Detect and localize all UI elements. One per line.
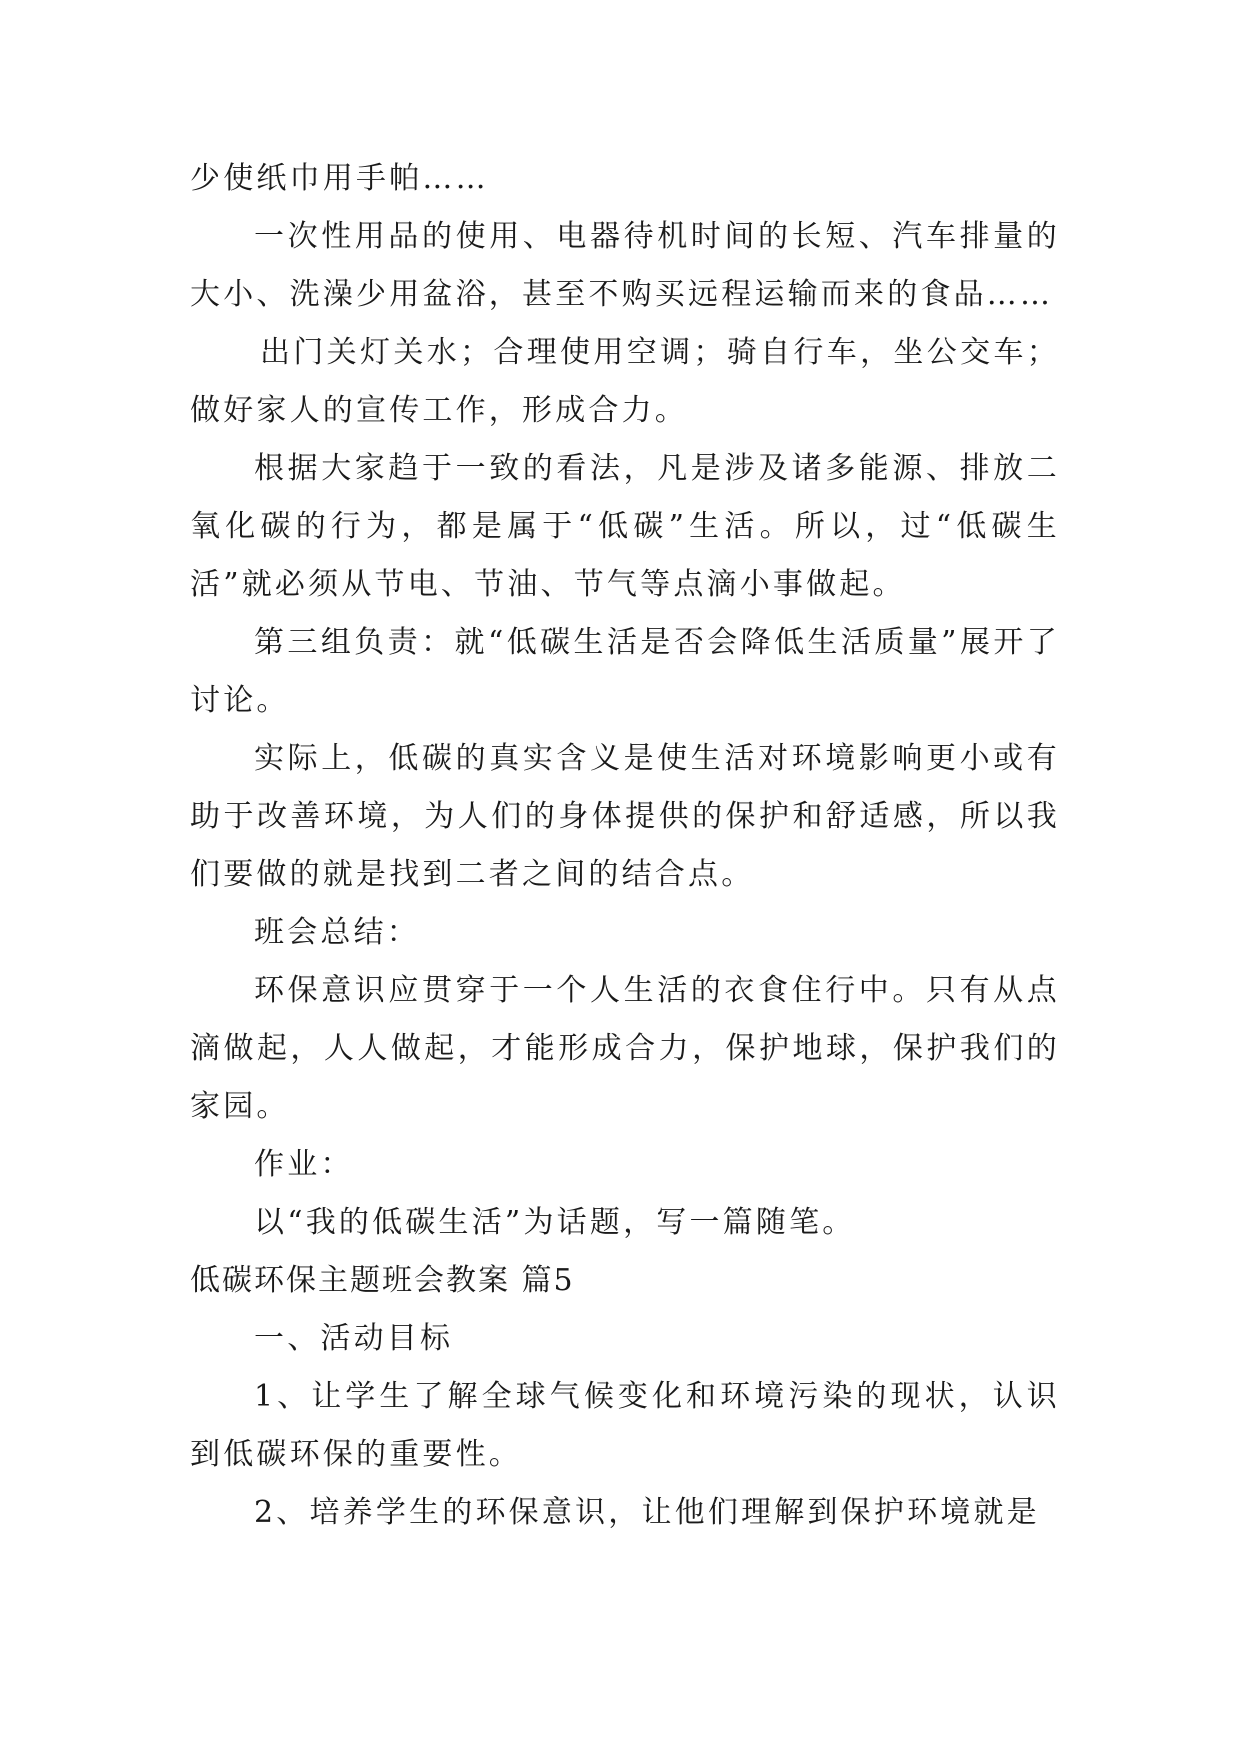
paragraph-goal-one: 1、让学生了解全球气候变化和环境污染的现状，认识到低碳环保的重要性。 (190, 1379, 1060, 1472)
paragraph-activity-goals: 一、活动目标 (254, 1321, 454, 1356)
paragraph-handkerchief: 少使纸巾用手帕…… (190, 161, 489, 196)
paragraph-summary-label: 班会总结： (254, 915, 420, 950)
document-body (190, 150, 1060, 1542)
paragraph-goal-two: 2、培养学生的环保意识，让他们理解到保护环境就是 (254, 1495, 1040, 1530)
paragraph-summary: 环保意识应贯穿于一个人生活的衣食住行中。只有从点滴做起，人人做起，才能形成合力，保护地球，保护我们的家园。 (190, 973, 1060, 1124)
paragraph-meaning-of-low-carbon: 实际上，低碳的真实含义是使生活对环境影响更小或有助于改善环境，为人们的身体提供的保护和舒适感，所以我们要做的就是找到二者之间的结合点。 (190, 741, 1060, 892)
paragraph-group-three: 第三组负责：就“低碳生活是否会降低生活质量”展开了讨论。 (190, 625, 1060, 718)
paragraph-turn-off-lights: 出门关灯关水；合理使用空调；骑自行车，坐公交车；做好家人的宣传工作，形成合力。 (190, 335, 1060, 428)
paragraph-consensus: 根据大家趋于一致的看法，凡是涉及诸多能源、排放二氧化碳的行为，都是属于“低碳”生活。所以，过“低碳生活”就必须从节电、节油、节气等点滴小事做起。 (190, 451, 1060, 602)
section-heading: 低碳环保主题班会教案 篇5 (190, 1263, 575, 1298)
paragraph-homework: 以“我的低碳生活”为话题，写一篇随笔。 (254, 1205, 856, 1240)
paragraph-homework-label: 作业： (254, 1147, 354, 1182)
paragraph-disposable-items: 一次性用品的使用、电器待机时间的长短、汽车排量的大小、洗澡少用盆浴，甚至不购买远程运输而来的食品…… (190, 219, 1060, 312)
